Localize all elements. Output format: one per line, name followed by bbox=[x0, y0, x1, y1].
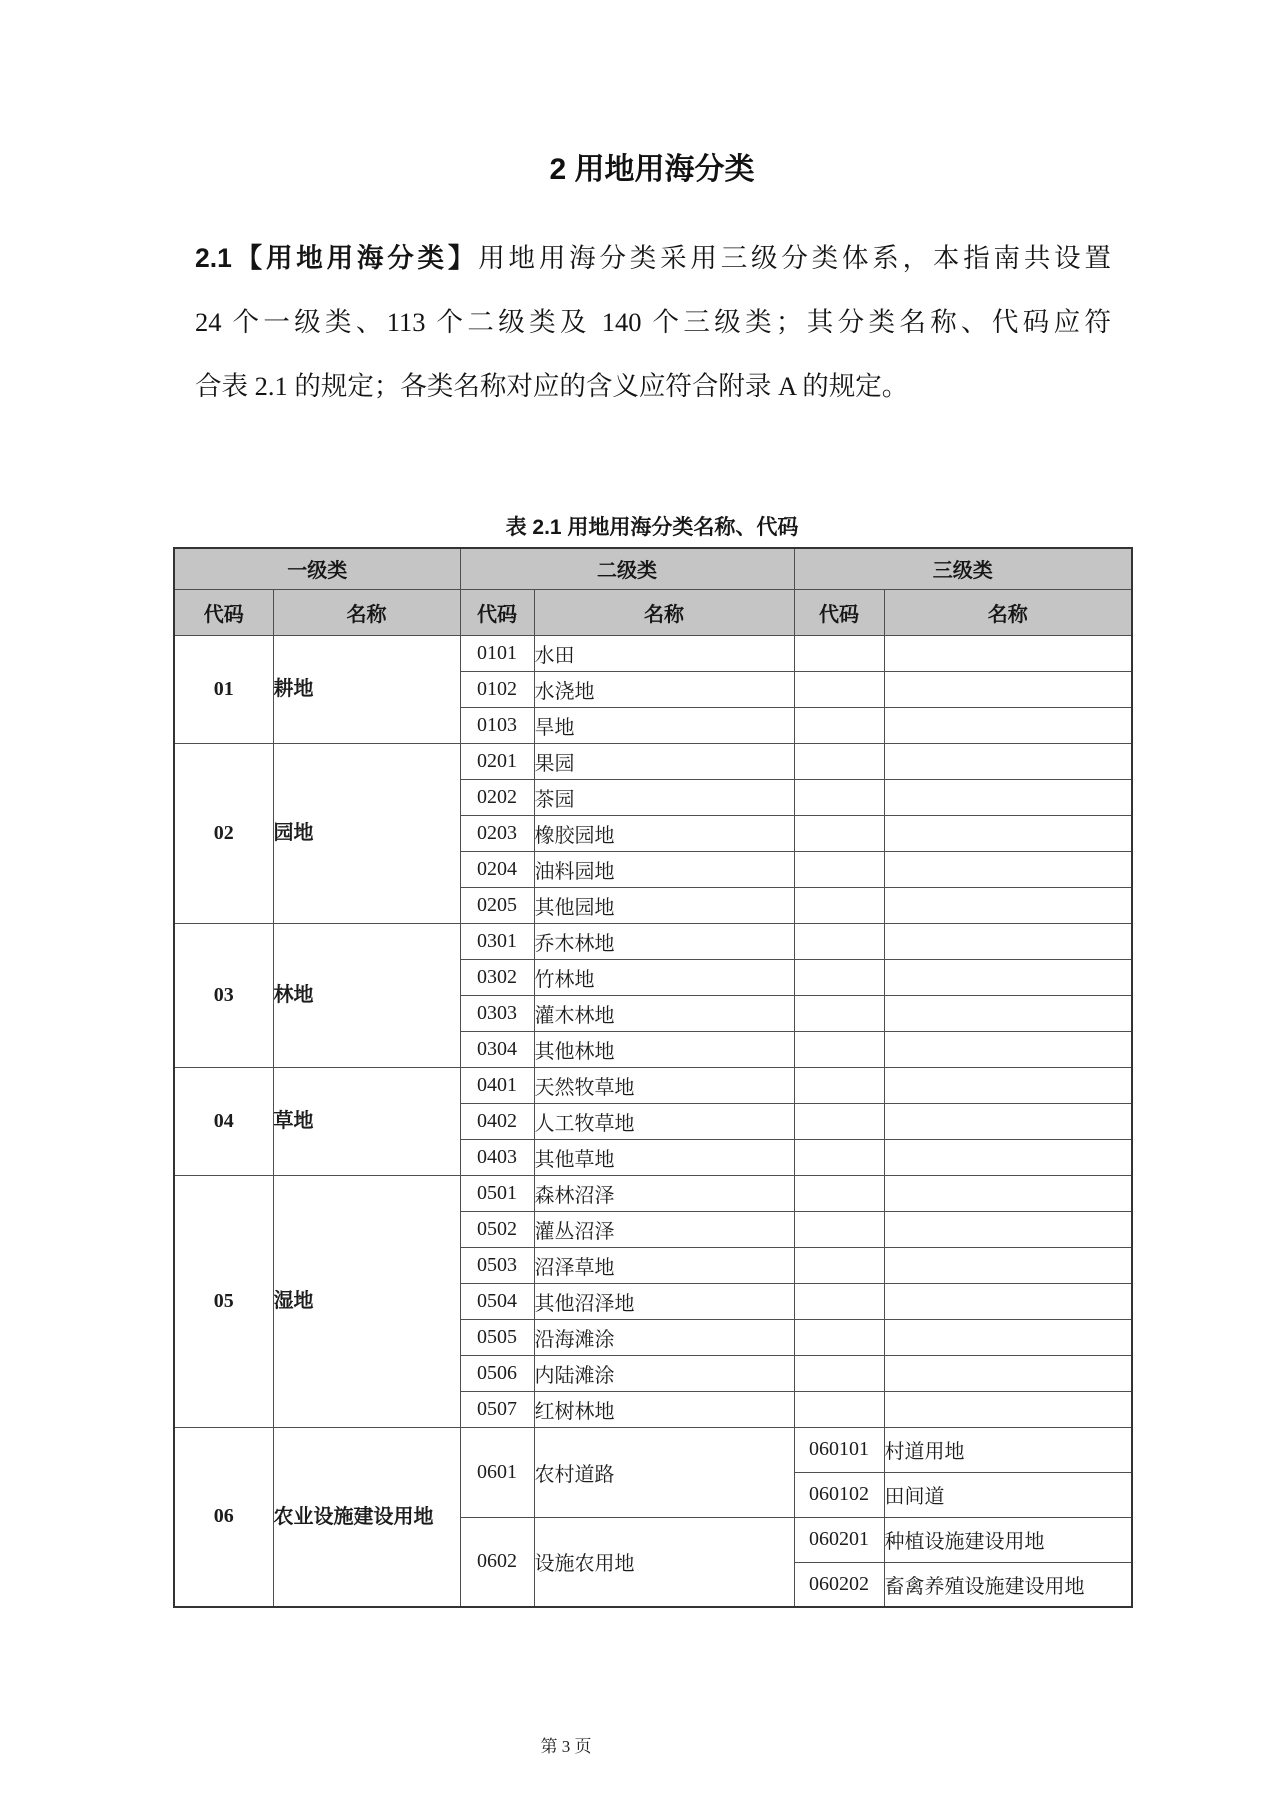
level3-name-cell bbox=[884, 1067, 1132, 1103]
level3-code-cell bbox=[794, 995, 884, 1031]
level2-name-cell: 其他沼泽地 bbox=[534, 1283, 794, 1319]
level2-name-cell: 竹林地 bbox=[534, 959, 794, 995]
level2-name-cell: 其他园地 bbox=[534, 887, 794, 923]
level1-name-cell: 湿地 bbox=[273, 1175, 460, 1427]
level3-name-cell bbox=[884, 923, 1132, 959]
table-group-header-row bbox=[174, 548, 1132, 589]
level2-name-cell: 灌丛沼泽 bbox=[534, 1211, 794, 1247]
level3-code-cell bbox=[794, 671, 884, 707]
level1-name-cell: 林地 bbox=[273, 923, 460, 1067]
table-sub-header-row bbox=[174, 589, 1132, 635]
level2-name-cell: 乔木林地 bbox=[534, 923, 794, 959]
level3-name-cell bbox=[884, 959, 1132, 995]
level3-name-cell bbox=[884, 851, 1132, 887]
level2-name-cell: 森林沼泽 bbox=[534, 1175, 794, 1211]
level1-code-cell: 05 bbox=[174, 1175, 273, 1427]
level2-code-cell: 0506 bbox=[460, 1355, 534, 1391]
header-code: 代码 bbox=[174, 589, 273, 635]
level2-name-cell: 果园 bbox=[534, 743, 794, 779]
level2-code-cell: 0504 bbox=[460, 1283, 534, 1319]
level3-code-cell bbox=[794, 1067, 884, 1103]
level2-name-cell: 茶园 bbox=[534, 779, 794, 815]
level3-name-cell bbox=[884, 1391, 1132, 1427]
level2-name-cell: 其他草地 bbox=[534, 1139, 794, 1175]
level2-code-cell: 0202 bbox=[460, 779, 534, 815]
level2-code-cell: 0304 bbox=[460, 1031, 534, 1067]
table-row bbox=[174, 635, 1132, 671]
page-number: 第 3 页 bbox=[540, 1737, 592, 1756]
paragraph-line: 合表 2.1 的规定；各类名称对应的含义应符合附录 A 的规定。 bbox=[195, 371, 909, 401]
level3-name-cell bbox=[884, 1175, 1132, 1211]
level3-name-cell bbox=[884, 1103, 1132, 1139]
header-name: 名称 bbox=[273, 589, 460, 635]
level2-name-cell: 油料园地 bbox=[534, 851, 794, 887]
level3-code-cell bbox=[794, 1175, 884, 1211]
level1-name-cell: 园地 bbox=[273, 743, 460, 923]
level3-name-cell bbox=[884, 1031, 1132, 1067]
table-row bbox=[174, 1067, 1132, 1103]
level2-code-cell: 0601 bbox=[460, 1427, 534, 1517]
level2-code-cell: 0302 bbox=[460, 959, 534, 995]
level1-code-cell: 06 bbox=[174, 1427, 273, 1607]
level1-name-cell: 耕地 bbox=[273, 635, 460, 743]
level2-code-cell: 0503 bbox=[460, 1247, 534, 1283]
header-level3: 三级类 bbox=[794, 548, 1132, 589]
level1-name-cell: 农业设施建设用地 bbox=[273, 1427, 460, 1607]
level2-name-cell: 沿海滩涂 bbox=[534, 1319, 794, 1355]
paragraph-line bbox=[195, 226, 1111, 290]
level3-code-cell bbox=[794, 1211, 884, 1247]
level3-name-cell: 种植设施建设用地 bbox=[884, 1517, 1132, 1562]
level2-code-cell: 0505 bbox=[460, 1319, 534, 1355]
table-row bbox=[174, 923, 1132, 959]
header-name: 名称 bbox=[884, 589, 1132, 635]
level3-name-cell bbox=[884, 995, 1132, 1031]
intro-paragraph bbox=[195, 226, 1111, 418]
level3-name-cell: 畜禽养殖设施建设用地 bbox=[884, 1562, 1132, 1607]
header-level2: 二级类 bbox=[460, 548, 794, 589]
level2-code-cell: 0102 bbox=[460, 671, 534, 707]
level2-name-cell: 设施农用地 bbox=[534, 1517, 794, 1607]
level3-code-cell bbox=[794, 923, 884, 959]
level2-code-cell: 0403 bbox=[460, 1139, 534, 1175]
header-code: 代码 bbox=[460, 589, 534, 635]
level3-name-cell: 村道用地 bbox=[884, 1427, 1132, 1472]
level2-name-cell: 内陆滩涂 bbox=[534, 1355, 794, 1391]
level3-name-cell bbox=[884, 815, 1132, 851]
level3-name-cell bbox=[884, 1247, 1132, 1283]
level1-code-cell: 01 bbox=[174, 635, 273, 743]
level3-code-cell bbox=[794, 1391, 884, 1427]
level1-code-cell: 02 bbox=[174, 743, 273, 923]
level3-code-cell bbox=[794, 635, 884, 671]
table-row bbox=[174, 743, 1132, 779]
level3-code-cell bbox=[794, 887, 884, 923]
level3-name-cell bbox=[884, 1283, 1132, 1319]
level3-code-cell bbox=[794, 851, 884, 887]
level3-code-cell bbox=[794, 707, 884, 743]
table-row bbox=[174, 1175, 1132, 1211]
level3-code-cell bbox=[794, 1283, 884, 1319]
header-code: 代码 bbox=[794, 589, 884, 635]
level3-name-cell bbox=[884, 1355, 1132, 1391]
level2-code-cell: 0201 bbox=[460, 743, 534, 779]
level2-code-cell: 0507 bbox=[460, 1391, 534, 1427]
level3-code-cell bbox=[794, 1139, 884, 1175]
level3-code-cell bbox=[794, 1319, 884, 1355]
header-level1: 一级类 bbox=[174, 548, 460, 589]
level2-code-cell: 0103 bbox=[460, 707, 534, 743]
level2-name-cell: 灌木林地 bbox=[534, 995, 794, 1031]
level2-name-cell: 农村道路 bbox=[534, 1427, 794, 1517]
level2-code-cell: 0301 bbox=[460, 923, 534, 959]
level3-code-cell bbox=[794, 1355, 884, 1391]
level3-name-cell bbox=[884, 887, 1132, 923]
level3-code-cell bbox=[794, 779, 884, 815]
level2-code-cell: 0501 bbox=[460, 1175, 534, 1211]
level3-name-cell bbox=[884, 743, 1132, 779]
level2-name-cell: 旱地 bbox=[534, 707, 794, 743]
level3-name-cell bbox=[884, 1139, 1132, 1175]
level3-code-cell: 060101 bbox=[794, 1427, 884, 1472]
paragraph-text: 用地用海分类采用三级分类体系，本指南共设置 bbox=[478, 243, 1111, 273]
table-body bbox=[174, 635, 1132, 1607]
level2-code-cell: 0602 bbox=[460, 1517, 534, 1607]
level2-code-cell: 0101 bbox=[460, 635, 534, 671]
clause-label: 2.1【用地用海分类】 bbox=[195, 243, 479, 273]
level3-code-cell: 060202 bbox=[794, 1562, 884, 1607]
level3-code-cell bbox=[794, 959, 884, 995]
header-name: 名称 bbox=[534, 589, 794, 635]
level2-name-cell: 红树林地 bbox=[534, 1391, 794, 1427]
level3-code-cell bbox=[794, 1247, 884, 1283]
level2-code-cell: 0303 bbox=[460, 995, 534, 1031]
page-title: 2 用地用海分类 bbox=[549, 153, 755, 186]
level3-code-cell: 060201 bbox=[794, 1517, 884, 1562]
level2-name-cell: 人工牧草地 bbox=[534, 1103, 794, 1139]
level3-code-cell bbox=[794, 1031, 884, 1067]
table-caption: 表 2.1 用地用海分类名称、代码 bbox=[505, 516, 799, 539]
level1-code-cell: 03 bbox=[174, 923, 273, 1067]
level3-code-cell bbox=[794, 815, 884, 851]
paragraph-line: 24 个一级类、113 个二级类及 140 个三级类；其分类名称、代码应符 bbox=[195, 307, 1111, 337]
level3-code-cell bbox=[794, 743, 884, 779]
level2-code-cell: 0502 bbox=[460, 1211, 534, 1247]
level2-name-cell: 橡胶园地 bbox=[534, 815, 794, 851]
classification-table bbox=[173, 547, 1133, 1608]
level2-name-cell: 水浇地 bbox=[534, 671, 794, 707]
level2-code-cell: 0204 bbox=[460, 851, 534, 887]
level2-code-cell: 0203 bbox=[460, 815, 534, 851]
level3-code-cell: 060102 bbox=[794, 1472, 884, 1517]
level2-code-cell: 0401 bbox=[460, 1067, 534, 1103]
level3-name-cell bbox=[884, 779, 1132, 815]
table-row bbox=[174, 1427, 1132, 1472]
level3-name-cell: 田间道 bbox=[884, 1472, 1132, 1517]
level2-name-cell: 其他林地 bbox=[534, 1031, 794, 1067]
level3-name-cell bbox=[884, 1211, 1132, 1247]
level2-name-cell: 天然牧草地 bbox=[534, 1067, 794, 1103]
level2-name-cell: 水田 bbox=[534, 635, 794, 671]
level3-code-cell bbox=[794, 1103, 884, 1139]
level3-name-cell bbox=[884, 671, 1132, 707]
level3-name-cell bbox=[884, 707, 1132, 743]
level2-name-cell: 沼泽草地 bbox=[534, 1247, 794, 1283]
level2-code-cell: 0402 bbox=[460, 1103, 534, 1139]
level1-code-cell: 04 bbox=[174, 1067, 273, 1175]
level1-name-cell: 草地 bbox=[273, 1067, 460, 1175]
level3-name-cell bbox=[884, 1319, 1132, 1355]
level2-code-cell: 0205 bbox=[460, 887, 534, 923]
level3-name-cell bbox=[884, 635, 1132, 671]
